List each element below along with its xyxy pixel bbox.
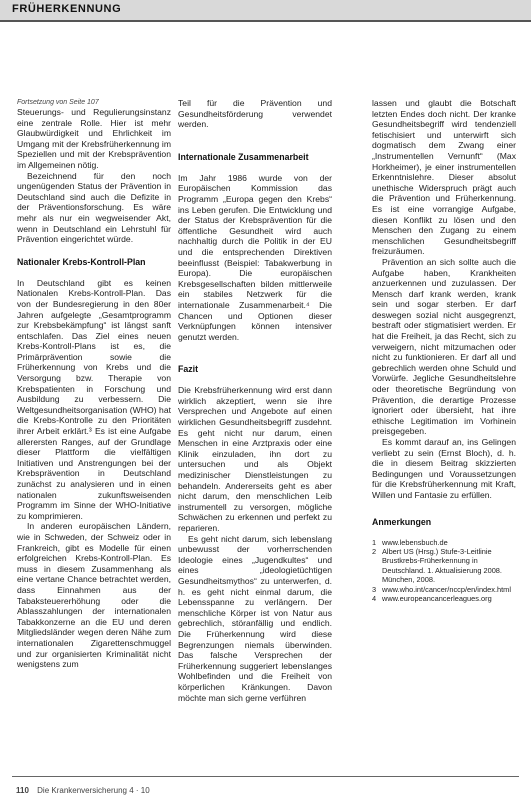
reference-item: 4 www.europeancancerleagues.org [372, 594, 492, 603]
paragraph: Die Krebsfrüherkennung wird erst dann wirklich akzeptiert, wenn sie ihre Versprechen und Angebote auf einen wirklichen Gesundheitsbegriff zusdehnt. Es geht nicht nur darum, einen Menschen in eine Arztpraxis oder eine Klinik einzuladen, ihn dort zu untersuchen und als Objekt medizinischer Dienstleistungen zu behandeln. Andererseits geht es aber nicht darum, den menschlichen Leib instrumentell zu versorgen, mögliche Schwächen zu erkennen und perfekt zu reparieren. [178, 385, 332, 533]
paragraph: lassen und glaubt die Botschaft letzten Endes doch nicht. Der kranke Gesundheitsbegriff wird tendenziell fetischisiert und unterwirft sich dogmatisch dem Zwang einer „Instrumentellen Vernunft“ (Max Horkheimer), je einer instrumentellen Erkenntnislehre. Dieser absolut unethische Widerspruch prägt auch die Prävention und Früherkennung. Es ist eine vorrangige Aufgabe, diesen Konflikt zu lösen und den Menschen den Zugang zu einem menschlichen Gesundheitsbegriff freizuräumen. [372, 98, 516, 257]
section-title: FRÜHERKENNUNG [12, 3, 122, 15]
page-number: 110 [16, 786, 29, 795]
references-list [372, 538, 516, 604]
paragraph: In anderen europäischen Ländern, wie in Schweden, der Schweiz oder in Frankreich, gibt es Modelle für einen erfolgreichen Krebs-Kontroll-Plan. Es muss in diesem Zusammenhang als eine vertane Chance betrachtet werden, dass Einnahmen aus der Tabaksteuererhöhung oder die Ablasszahlungen der internationalen Tabakkonzerne an die EU und deren Mitgliedsländer wegen deren Nähe zum internationalen Zigarettenschmuggel und zur organisierten Kriminalität nicht wenigstens zum [17, 521, 171, 670]
paragraph: In Deutschland gibt es keinen Nationalen Krebs-Kontroll-Plan. Das von der Bundesregierung in den 80er Jahren aufgelegte „Gesamtprogramm zur Krebsbekämpfung“ ist längst sanft entschlafen. Das Ziel eines neuen Krebs-Kontroll-Plans ist es, die Primärprävention sowie die Früherkennung von Krebs und die Versorgung bzw. Therapie von Krebspatienten in Forschung und Ausbildung zu verbessern. Die Weltgesundheitsorganisation (WHO) hat die Krebs-Kontrolle zu den Prioritäten ihrer Arbeit erklärt.³ Es ist eine Aufgabe allerersten Ranges, auf der Grundlage dieser Plattform die vielfältigen Initiativen und Anstrengungen bei der Krebsprävention in Deutschland zunächst zu analysieren und in einen nationalen zukunftsweisenden Programm im Sinne der WHO-Initiative zu komprimieren. [17, 277, 171, 521]
footer-divider [12, 776, 519, 777]
reference-text[interactable]: www.europeancancerleagues.org [382, 594, 492, 603]
column-2 [178, 98, 332, 703]
reference-text: Albert US (Hrsg.) Stufe-3-Leitlinie Brustkrebs-Früherkennung in Deutschland. 1. Aktualisierung 2008. München, 2008. [382, 546, 502, 585]
paragraph: Im Jahr 1986 wurde von der Europäischen Kommission das Programm „Europa gegen den Krebs“ ins Leben gerufen. Die Entwicklung und der Status der Krebsprävention für die öffentliche Gesundheit wird auch nachhaltig durch die Politik in der EU und die entsprechenden Direktiven beeinflusst (Beispiel: Tabakwerbung in Europa). Die europäischen Krebsgesellschaften bilden mittlerweile ein stabiles Netzwerk für die internationale Zusammenarbeit.⁴ Die Chancen und Optionen dieser Verknüpfungen können intensiver genutzt werden. [178, 172, 332, 342]
section-heading: Fazit [178, 364, 199, 375]
paragraph: Teil für die Prävention und Gesundheitsförderung verwendet werden. [178, 98, 332, 130]
reference-item: 1 www.lebensbuch.de [372, 537, 448, 547]
paragraph: Steuerungs- und Regulierungsinstanz eine zentrale Rolle. Hier ist mehr Glaubwürdigkeit und Ehrlichkeit im Umgang mit der Krebsfrüherkennung im Speziellen und mit der Krebsprävention im Allgemeinen nötig. [17, 107, 171, 170]
paragraph: Es kommt darauf an, ins Gelingen verliebt zu sein (Ernst Bloch), d. h. die in diesem Beitrag skizzierten Bedingungen und Voraussetzungen für die Krebsfrüherkennung mit Kraft, Willen und Fantasie zu erfüllen. [372, 437, 516, 500]
header-bar [0, 0, 531, 20]
paragraph: Prävention an sich sollte auch die Aufgabe haben, Krankheiten anzuerkennen und zuzulassen. Der Mensch darf krank werden, krank sein und sogar sterben. Er darf deswegen sozial nicht ausgegrenzt, bestraft oder stigmatisiert werden. Er hat die Freiheit, ja das Recht, sich zu verweigern, nicht mitzumachen oder nicht zu funktionieren. Er darf all und gebrechlich werden ohne Schuld und Vorwürfe. Jegliche Gesundheitslehre oder theoretische Begründung von Prävention, die derartige Prozesse ignoriert oder übersieht, hat ihre ethische Legitimation im Vorhinein preisgegeben. [372, 256, 516, 437]
references-heading: Anmerkungen [372, 516, 432, 527]
section-heading: Internationale Zusammenarbeit [178, 151, 309, 162]
reference-text[interactable]: www.who.int/cancer/nccp/en/index.html [382, 584, 511, 594]
paragraph: Bezeichnend für den noch ungenügenden Status der Prävention in Deutschland sind auch die Defizite in der Präventionsforschung. Es wäre mehr als nur ein wegweisender Akt, wenn in Deutschland ein Lehrstuhl für Prävention eingerichtet würde. [17, 170, 171, 245]
header-divider [0, 20, 531, 22]
continued-note: Fortsetzung von Seite 107 [17, 99, 99, 106]
reference-item: 2 Albert US (Hrsg.) Stufe-3-Leitlinie Brustkrebs-Früherkennung in Deutschland. 1. Aktualisierung 2008. München, 2008. [372, 546, 502, 585]
reference-text[interactable]: www.lebensbuch.de [382, 537, 448, 547]
paragraph: Es geht nicht darum, sich lebenslang unbewusst der vorherrschenden Ideologie eines „Jugendkultes“ und eines „ideologietüchtigen Gesundheitsmythos“ zu unterwerfen, d. h. es geht nicht einmal darum, die Lebensspanne zu verlängern. Der menschliche Körper ist von Natur aus gebrechlich, störanfällig und endlich. Die Früherkennung wird diese Begrenzungen niemals überwinden. Das falsche Versprechen der Früherkennung suggeriert lebenslanges Wohlbefinden und die Freiheit von körperlichen Kränkungen. Davon möchte man sich gerne verführen [178, 533, 332, 703]
journal-name: Die Krankenversicherung 4 · 10 [37, 786, 150, 795]
reference-item: 3 www.who.int/cancer/nccp/en/index.html [372, 584, 511, 594]
column-3 [372, 98, 516, 603]
page-footer [16, 786, 150, 795]
column-1 [17, 98, 171, 670]
section-heading: Nationaler Krebs-Kontroll-Plan [17, 256, 146, 267]
